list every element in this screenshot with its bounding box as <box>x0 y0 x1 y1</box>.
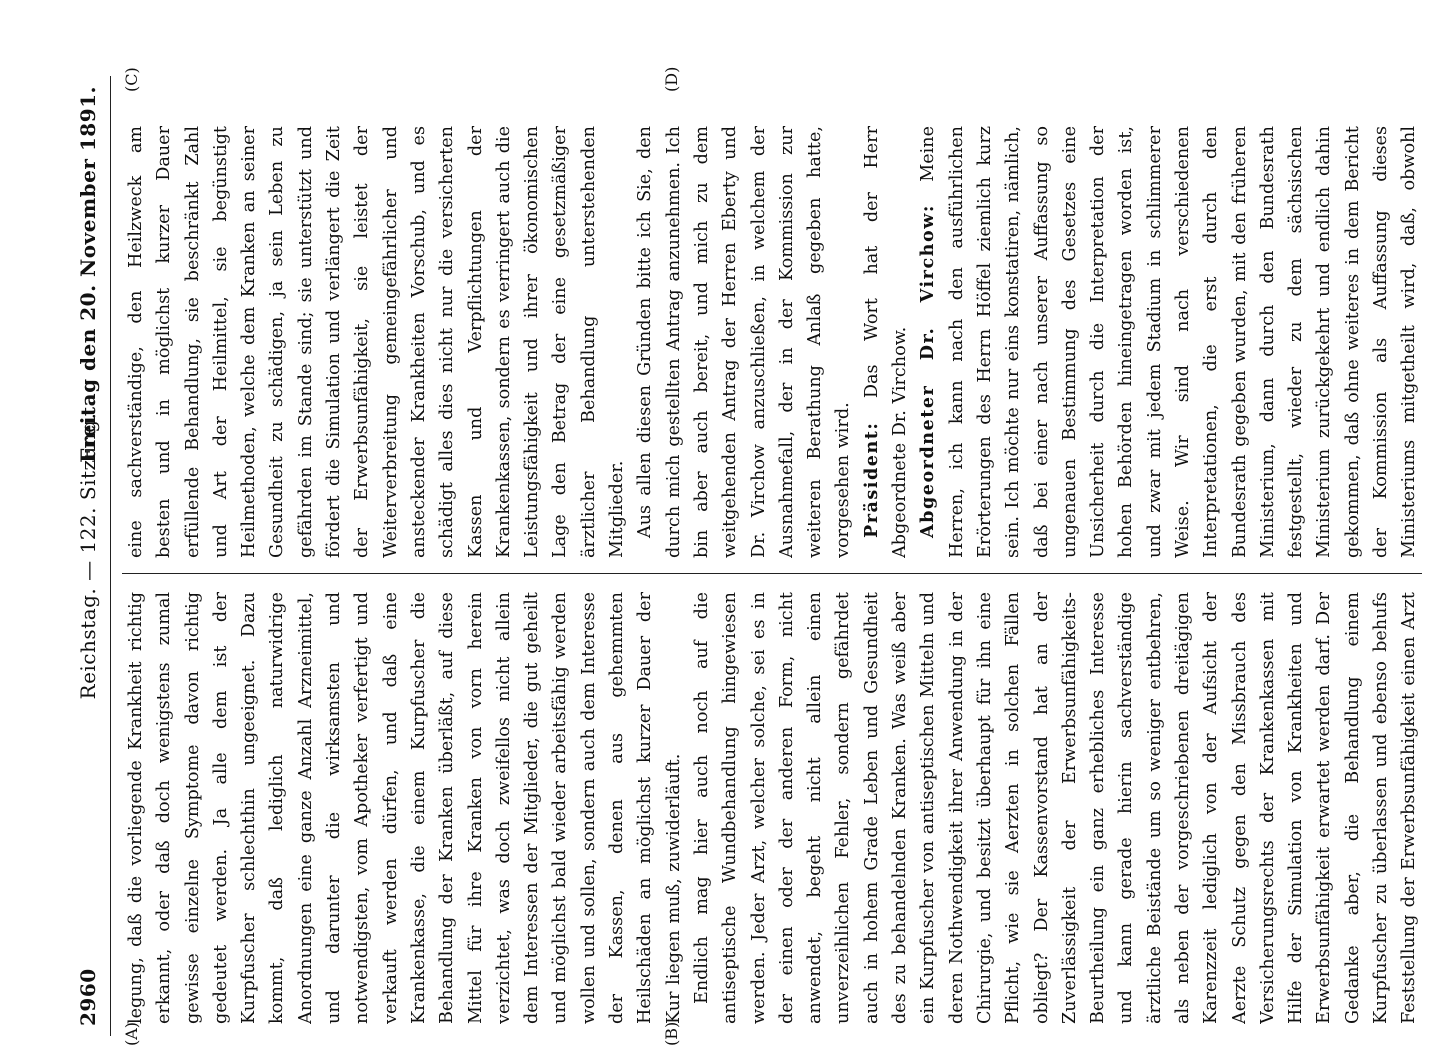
speech-text: Meine Herren, ich kann nach den ausführlichen Erörterungen des Herrn Höffel ziemlich kurz sein. Ich möchte nur eins konstatiren, nämlich, daß bei einer nach unserer Auffassung so ungenauen Bestimmung des Gesetzes eine Unsicherheit durch die Interpretation der hohen Behörden hineingetragen worden ist, und zwar mit jedem Stadium in schlimmerer Weise. Wir sind nach verschiedenen Interpretationen, die erst durch den Bundesrath gegeben wurden, mit den früheren Ministerium, dann durch den Bundesrath festgestellt, wieder zu dem sächsischen Ministerium zurückgekehrt und endlich dahin gekommen, daß ohne weiteres in dem Bericht der Kommission als Auffassung dieses Ministeriums mitgetheilt wird, daß, obwohl <box>918 126 1420 558</box>
margin-marker-b: (B) <box>662 1021 681 1046</box>
margin-marker-d: (D) <box>662 66 681 92</box>
president-remark <box>858 126 915 558</box>
page <box>70 66 1430 1046</box>
page-number: 2960 <box>76 968 100 1026</box>
column-divider <box>122 573 1422 574</box>
speaker-line <box>914 126 1422 558</box>
speaker-label: Abgeordneter Dr. Virchow: <box>917 204 939 538</box>
paragraph: Endlich mag hier auch noch auf die antiseptische Wundbehandlung hingewiesen werden. Jeder Arzt, welcher solche, sei es in der einen oder der anderen Form, nicht anwendet, begeht nicht allein einen unverzeihlichen Fehler, sondern gefährdet auch in hohem Grade Leben und Gesundheit des zu behandelnden Kranken. Was weiß aber ein Kurpfuscher von antiseptischen Mitteln und deren Nothwendigkeit ihrer Anwendung in der Chirurgie, und besitzt überhaupt für ihn eine Pflicht, wie sie Aerzten in solchen Fällen obliegt? Der Kassenvorstand hat an der Zuverlässigkeit der Erwerbsunfähigkeits-Beurtheilung ein ganz erhebliches Interesse und kann gerade hierin sachverständige ärztliche Beistände um so weniger entbehren, als neben der vorgeschriebenen dreitägigen Karenzzeit lediglich von der Aufsicht der Aerzte Schutz gegen den Missbrauch des Versicherungsrechts der Krankenkassen mit Hilfe der Simulation von Krankheiten und Erwerbsunfähigkeit erwartet werden darf. Der Gedanke aber, die Behandlung einem Kurpfuscher zu überlassen und ebenso behufs Feststellung der Erwerbsunfähigkeit einen Arzt <box>691 592 1420 1024</box>
paragraph: eine sachverständige, den Heilzweck am besten und in möglichst kurzer Dauer erfüllende Behandlung, sie beschränkt Zahl und Art der Heilmittel, sie begünstigt Heilmethoden, welche dem Kranken an seiner Gesundheit zu schädigen, ja sein Leben zu gefährden im Stande sind; sie unterstützt und fördert die Simulation und verlängert die Zeit der Erwerbsunfähigkeit, sie leistet der Weiterverbreitung gemeingefährlicher und ansteckender Krankheiten Vorschub, und es schädigt alles dies nicht nur die versicherten Kassen und Verpflichtungen der Krankenkassen, sondern es verringert auch die Leistungsfähigkeit und ihrer ökonomischen Lage den Betrag der eine gesetzmäßiger ärztlicher Behandlung unterstehenden Mitglieder. <box>126 126 628 558</box>
page-date: Freitag den 20. November 1891. <box>76 86 100 463</box>
right-column <box>122 126 1422 558</box>
paragraph: Aus allen diesen Gründen bitte ich Sie, den durch mich gestellten Antrag anzunehmen. Ich bin aber auch bereit, und mich zu dem weitgehenden Antrag der Herren Eberty und Dr. Virchow anzuschließen, in welchem der Ausnahmefall, der in der Kommission zur weiteren Berathung Anlaß gegeben hatte, vorgesehen wird. <box>635 126 854 558</box>
left-column <box>122 592 1422 1024</box>
page-header <box>70 76 111 1036</box>
president-text: Das Wort hat der Herr Abgeordnete Dr. Virchow. <box>861 126 911 558</box>
scanned-page <box>70 36 1432 1046</box>
president-label: Präsident: <box>860 421 882 538</box>
margin-marker-a: (A) <box>122 1021 141 1046</box>
paragraph: legung, daß die vorliegende Krankheit richtig erkannt, oder daß doch wenigstens zumal gewisse einzelne Symptome davon richtig gedeutet werden. Ja alle dem ist der Kurpfuscher schlechthin ungeeignet. Dazu kommt, daß lediglich naturwidrige Anordnungen eine ganze Anzahl Arzneimittel, und darunter die wirksamsten und notwendigsten, vom Apotheker verfertigt und verkauft werden dürfen, und daß eine Krankenkasse, die einem Kurpfuscher die Behandlung der Kranken überläßt, auf diese Mittel für ihre Kranken von vorn herein verzichtet, was doch zweifellos nicht allein dem Interessen der Mitglieder, die gut geheilt und möglichst bald wieder arbeitsfähig werden wollen und sollen, sondern auch dem Interesse der Kassen, denen aus gehemmten Heilschäden an möglichst kurzer Dauer der Kur liegen muß, zuwiderläuft. <box>126 592 684 1024</box>
page-title: Reichstag. — 122. Sitzung. <box>76 412 100 700</box>
margin-marker-c: (C) <box>122 67 141 92</box>
